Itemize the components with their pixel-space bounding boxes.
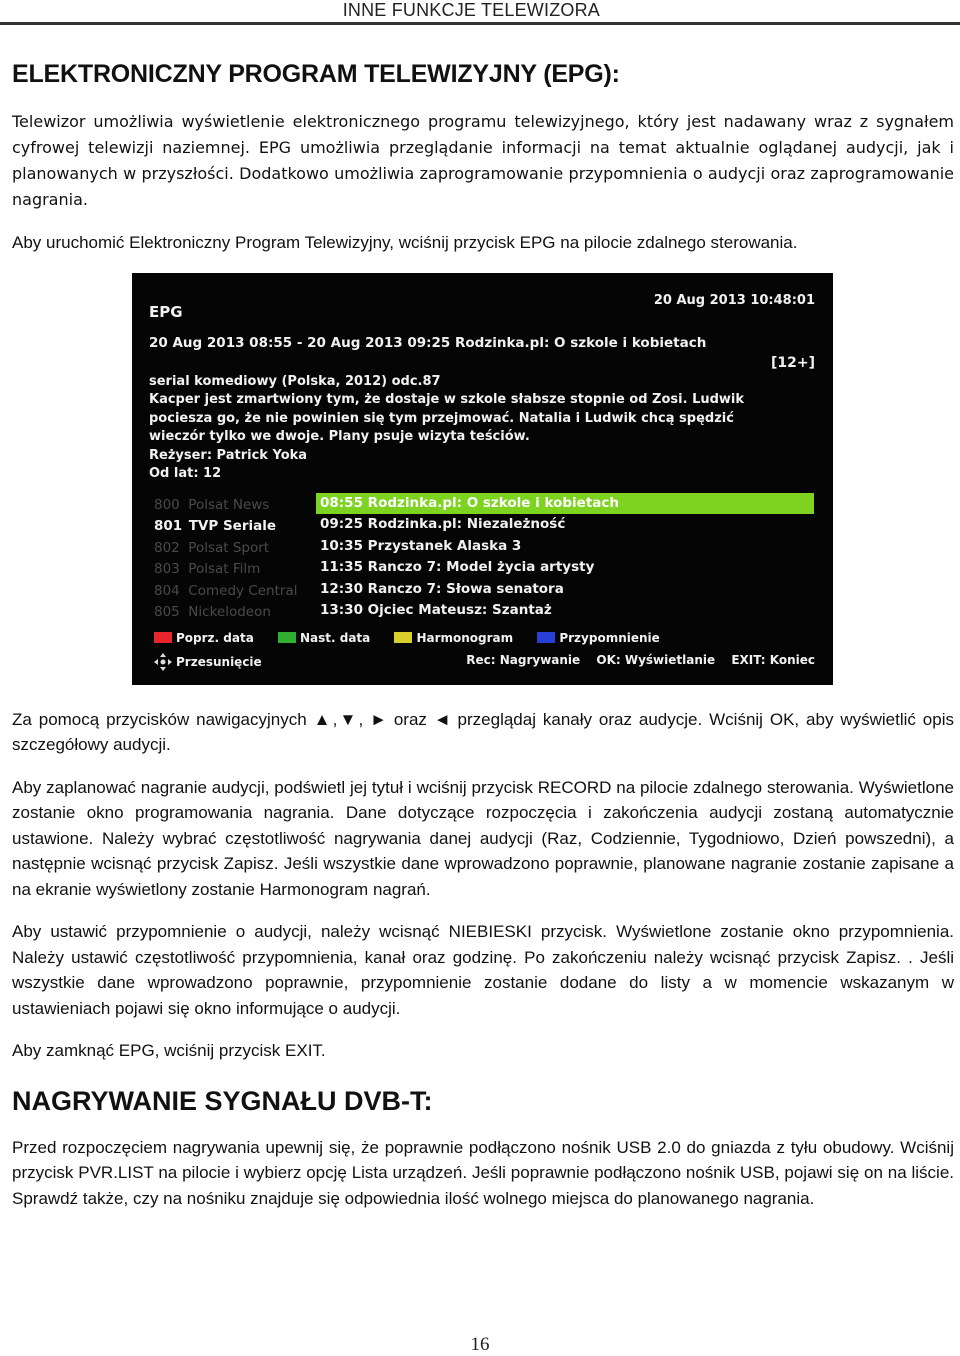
legend-next-date[interactable] bbox=[278, 631, 370, 645]
epg-launch-paragraph: Aby uruchomić Elektroniczny Program Telewizyjny, wciśnij przycisk EPG na pilocie zdalnego sterowania. bbox=[12, 233, 798, 252]
page-number: 16 bbox=[470, 1334, 490, 1355]
epg-heading: ELEKTRONICZNY PROGRAM TELEWIZYJNY (EPG): bbox=[12, 60, 620, 88]
dvbt-paragraph: Przed rozpoczęciem nagrywania upewnij się, że poprawnie podłączono nośnik USB 2.0 do gniazda z tyłu obudowy. Wciśnij przycisk PVR.LIST na pilocie i wybierz opcję Lista urządzeń. Jeśli poprawnie podłączono nośnik USB, pojawi się on na liście. Sprawdź także, czy na nośniku znajduje się odpowiednia ilość wolnego miejsca do planowanego nagrania. bbox=[12, 1137, 954, 1208]
page-content bbox=[12, 30, 954, 1228]
key-hint-exit: EXIT: Koniec bbox=[731, 652, 815, 667]
epg-datetime: 20 Aug 2013 10:48:01 bbox=[653, 292, 815, 308]
epg-programme-list bbox=[316, 493, 814, 622]
blue-key-icon bbox=[537, 632, 555, 643]
epg-nav-hint bbox=[154, 653, 262, 671]
channel-name: Comedy Central bbox=[188, 582, 298, 599]
legend-schedule[interactable] bbox=[394, 631, 513, 645]
channel-number: 805 bbox=[154, 604, 180, 620]
epg-description-line: serial komediowy (Polska, 2012) odc.87 bbox=[149, 373, 441, 389]
channel-name: TVP Seriale bbox=[188, 518, 277, 534]
programme-row[interactable]: 13:30 Ojciec Mateusz: Szantaż bbox=[320, 602, 552, 618]
channel-row[interactable] bbox=[154, 538, 297, 560]
key-hint-ok: OK: Wyświetlanie bbox=[596, 652, 716, 667]
epg-channel-list bbox=[154, 495, 297, 624]
channel-row[interactable] bbox=[154, 602, 297, 624]
channel-number: 804 bbox=[154, 582, 180, 599]
epg-close-paragraph: Aby zamknąć EPG, wciśnij przycisk EXIT. bbox=[12, 1041, 326, 1060]
page-header-title: INNE FUNKCJE TELEWIZORA bbox=[342, 0, 600, 20]
epg-program-header: 20 Aug 2013 08:55 - 20 Aug 2013 09:25 Rodzinka.pl: O szkole i kobietach bbox=[149, 334, 707, 351]
tv-screen bbox=[132, 273, 833, 685]
yellow-key-icon bbox=[394, 632, 412, 643]
header-divider bbox=[0, 22, 960, 25]
epg-reminder-paragraph: Aby ustawić przypomnienie o audycji, należy wcisnąć NIEBIESKI przycisk. Wyświetlone zostanie okno przypomnienia. Należy ustawić częstotliwość przypomnienia, kanał oraz godzinę. Po zakończeniu należy wcisnąć przycisk Zapisz. . Jeśli wszystkie dane wprowadzono poprawnie, przypomnienie zostanie dodane do listy a w momencie wskazanym w ustawieniach pojawi się okno informujące o audycji. bbox=[12, 922, 954, 1018]
channel-name: Polsat Film bbox=[188, 561, 261, 577]
legend-label: Harmonogram bbox=[416, 630, 514, 645]
legend-label: Poprz. data bbox=[176, 630, 254, 645]
channel-name: Polsat News bbox=[188, 496, 270, 513]
red-key-icon bbox=[154, 632, 172, 643]
channel-row[interactable] bbox=[154, 559, 297, 581]
legend-label: Przypomnienie bbox=[559, 630, 660, 645]
programme-row[interactable]: 12:30 Ranczo 7: Słowa senatora bbox=[320, 580, 564, 597]
nav-hint-label: Przesunięcie bbox=[176, 654, 262, 669]
epg-age-rating: [12+] bbox=[770, 354, 815, 371]
channel-number: 802 bbox=[154, 539, 180, 556]
legend-prev-date[interactable] bbox=[154, 631, 254, 645]
dvbt-heading: NAGRYWANIE SYGNAŁU DVB-T: bbox=[12, 1085, 433, 1116]
programme-row[interactable]: 10:35 Przystanek Alaska 3 bbox=[320, 537, 522, 554]
channel-number: 800 bbox=[154, 496, 180, 513]
epg-description-line: Od lat: 12 bbox=[149, 466, 222, 481]
channel-number: 803 bbox=[154, 561, 180, 577]
key-hint-record: Rec: Nagrywanie bbox=[466, 652, 581, 667]
epg-key-hints bbox=[454, 653, 815, 667]
green-key-icon bbox=[278, 632, 296, 643]
channel-row[interactable] bbox=[154, 581, 297, 603]
programme-row-selected[interactable]: 08:55 Rodzinka.pl: O szkole i kobietach bbox=[316, 493, 814, 515]
epg-color-legend bbox=[154, 631, 680, 647]
epg-description bbox=[149, 373, 789, 484]
channel-name: Nickelodeon bbox=[188, 604, 271, 620]
epg-record-paragraph: Aby zaplanować nagranie audycji, podświetl jej tytuł i wciśnij przycisk RECORD na pilocie zdalnego sterowania. Wyświetlone zostanie okno programowania nagrania. Dane dotyczące rozpoczęcia i zakończenia audycji zostaną automatycznie ustawione. Należy wybrać częstotliwość nagrywania danej audycji (Raz, Codziennie, Tygodniowo, Dzień powszedni), a następnie wcisnąć przycisk Zapisz. Jeśli wszystkie dane wprowadzono poprawnie, planowane nagranie zostanie zapisane a na ekranie wyświetlony zostanie Harmonogram nagrań. bbox=[12, 777, 954, 899]
epg-description-line: Reżyser: Patrick Yoka bbox=[149, 447, 308, 463]
epg-screenshot bbox=[132, 273, 954, 685]
dpad-icon bbox=[154, 653, 172, 671]
legend-label: Nast. data bbox=[299, 630, 371, 645]
channel-row[interactable] bbox=[154, 495, 297, 517]
channel-name: Polsat Sport bbox=[188, 539, 270, 556]
epg-description-line: Kacper jest zmartwiony tym, że dostaje w szkole słabsze stopnie od Zosi. Ludwik pociesza go, że nie powinien się tym przejmować. Natalia i Ludwik chcą spędzić wieczór tylko we dwoje. Plany psuje wizyta teściów. bbox=[149, 392, 745, 444]
programme-row[interactable]: 11:35 Ranczo 7: Model życia artysty bbox=[320, 559, 595, 575]
epg-intro-paragraph: Telewizor umożliwia wyświetlenie elektronicznego programu telewizyjnego, który jest nadawany wraz z sygnałem cyfrowej telewizji naziemnej. EPG umożliwia przeglądanie informacji na temat aktualnie oglądanej audycji, jak i planowanych w przyszłości. Dodatkowo umożliwia zaprogramowanie przypomnienia o audycji oraz zaprogramowanie nagrania. bbox=[12, 112, 954, 209]
channel-number: 801 bbox=[154, 518, 183, 534]
epg-screen-label: EPG bbox=[149, 302, 183, 321]
epg-navigate-paragraph: Za pomocą przycisków nawigacyjnych ▲,▼, ► oraz ◄ przeglądaj kanały oraz audycje. Wciśnij OK, aby wyświetlić opis szczegółowy audycji. bbox=[12, 709, 954, 754]
channel-row[interactable] bbox=[154, 516, 297, 538]
programme-row[interactable]: 09:25 Rodzinka.pl: Niezależność bbox=[320, 516, 566, 532]
legend-reminder[interactable] bbox=[537, 631, 659, 645]
